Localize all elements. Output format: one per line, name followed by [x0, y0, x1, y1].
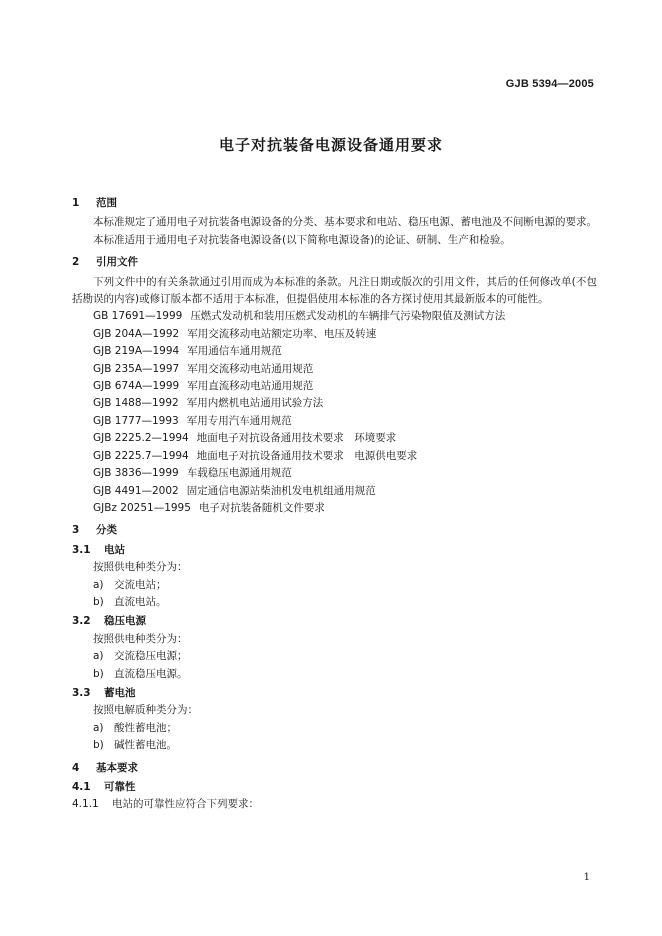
- subsection-title: 稳压电源: [104, 615, 146, 628]
- subsection-3-1-heading: [72, 542, 597, 559]
- list-text: 直流稳压电源。: [114, 667, 188, 680]
- subsection-title: 电站: [104, 543, 125, 556]
- reference-item: [72, 448, 597, 465]
- subsection-4-1-heading: [72, 779, 597, 796]
- reference-item: [72, 326, 597, 343]
- reference-name: 军用专用汽车通用规范: [186, 414, 292, 427]
- reference-code: GJB 674A—1999: [93, 380, 180, 393]
- list-marker: b): [93, 595, 104, 608]
- reference-item: [72, 413, 597, 430]
- paragraph: 按照供电种类分为：: [93, 561, 188, 574]
- subsection-number: 4.1: [72, 781, 91, 793]
- reference-list: [72, 308, 597, 517]
- page-number: 1: [583, 872, 590, 883]
- reference-code: GB 17691—1999: [93, 310, 183, 323]
- reference-code: GJB 1777—1993: [93, 414, 179, 427]
- list-text: 交流稳压电源；: [114, 650, 188, 663]
- reference-code: GJB 235A—1997: [93, 362, 180, 375]
- reference-item: [72, 500, 597, 517]
- reference-item: [72, 430, 597, 447]
- clause-text: 电站的可靠性应符合下列要求：: [112, 798, 259, 811]
- list-text: 交流电站；: [114, 578, 167, 591]
- section-number: 3: [72, 524, 80, 537]
- section-number: 2: [72, 256, 80, 269]
- reference-code: GJB 219A—1994: [93, 345, 180, 358]
- paragraph: 按照电解质种类分为：: [93, 704, 198, 717]
- list-marker: a): [93, 721, 104, 734]
- list-item: [72, 648, 597, 665]
- reference-name: 压燃式发动机和装用压燃式发动机的车辆排气污染物限值及测试方法: [190, 310, 506, 323]
- section-title: 引用文件: [96, 256, 138, 269]
- reference-name: 地面电子对抗设备通用技术要求 电源供电要求: [196, 449, 418, 462]
- reference-code: GJB 4491—2002: [93, 484, 179, 497]
- section-2-heading: [72, 254, 597, 271]
- clause-number: 4.1.1: [72, 798, 99, 811]
- list-item: [72, 720, 597, 737]
- list-item: [72, 594, 597, 611]
- list-marker: a): [93, 650, 104, 663]
- reference-name: 军用内燃机电站通用试验方法: [186, 397, 324, 410]
- section-1-heading: [72, 195, 597, 212]
- reference-name: 军用通信车通用规范: [187, 345, 282, 358]
- section-title: 范围: [96, 197, 117, 209]
- reference-name: 军用交流移动电站通用规范: [187, 362, 314, 375]
- section-number: 1: [72, 197, 80, 209]
- reference-code: GJB 3836—1999: [93, 467, 179, 480]
- reference-code: GJB 2225.7—1994: [93, 449, 189, 462]
- reference-name: 地面电子对抗设备通用技术要求 环境要求: [196, 432, 397, 445]
- subsection-number: 3.1: [72, 543, 91, 556]
- page-title: 电子对抗装备电源设备通用要求: [218, 136, 443, 154]
- list-item: [72, 666, 597, 683]
- section-title: 基本要求: [96, 761, 138, 774]
- list-text: 酸性蓄电池；: [114, 721, 177, 734]
- list-marker: b): [93, 739, 104, 752]
- subsection-title: 可靠性: [104, 781, 136, 793]
- reference-code: GJB 204A—1992: [93, 327, 180, 340]
- list-text: 直流电站。: [114, 595, 167, 608]
- list-marker: b): [93, 667, 104, 680]
- subsection-number: 3.2: [72, 615, 91, 628]
- standard-code: GJB 5394—2005: [505, 78, 594, 90]
- reference-item: [72, 395, 597, 412]
- reference-name: 电子对抗装备随机文件要求: [198, 501, 325, 514]
- reference-name: 军用直流移动电站通用规范: [187, 380, 314, 393]
- paragraph: 按照供电种类分为：: [93, 632, 188, 645]
- subsection-3-3-heading: [72, 685, 597, 702]
- section-number: 4: [72, 761, 80, 774]
- paragraph: 本标准规定了通用电子对抗装备电源设备的分类、基本要求和电站、稳压电源、蓄电池及不间断电源的要求。: [93, 216, 597, 229]
- list-text: 碱性蓄电池。: [114, 739, 177, 752]
- clause-4-1-1: [72, 796, 597, 813]
- paragraph: 本标准适用于通用电子对抗装备电源设备(以下简称电源设备)的论证、研制、生产和检验。: [93, 233, 511, 246]
- reference-code: GJB 2225.2—1994: [93, 432, 189, 445]
- reference-code: GJBz 20251—1995: [93, 501, 191, 514]
- list-item: [72, 737, 597, 754]
- reference-code: GJB 1488—1992: [93, 397, 179, 410]
- reference-item: [72, 483, 597, 500]
- reference-name: 车载稳压电源通用规范: [186, 467, 292, 480]
- document-body: [72, 190, 597, 814]
- reference-name: 固定通信电源站柴油机发电机组通用规范: [186, 484, 376, 497]
- section-3-heading: [72, 522, 597, 539]
- list-marker: a): [93, 578, 104, 591]
- reference-item: [72, 361, 597, 378]
- section-4-heading: [72, 760, 597, 777]
- subsection-title: 蓄电池: [104, 686, 136, 699]
- reference-item: [72, 465, 597, 482]
- reference-name: 军用交流移动电站额定功率、电压及转速: [187, 327, 377, 340]
- reference-item: [72, 308, 597, 325]
- subsection-number: 3.3: [72, 686, 91, 699]
- paragraph: 下列文件中的有关条款通过引用而成为本标准的条款。凡注日期或版次的引用文件，其后的任何修改单(不包括勘误的内容)或修订版本都不适用于本标准，但提倡使用本标准的各方探讨使用其最新版本的可能性。: [72, 275, 597, 306]
- section-title: 分类: [96, 524, 117, 537]
- reference-item: [72, 378, 597, 395]
- list-item: [72, 577, 597, 594]
- subsection-3-2-heading: [72, 613, 597, 630]
- reference-item: [72, 343, 597, 360]
